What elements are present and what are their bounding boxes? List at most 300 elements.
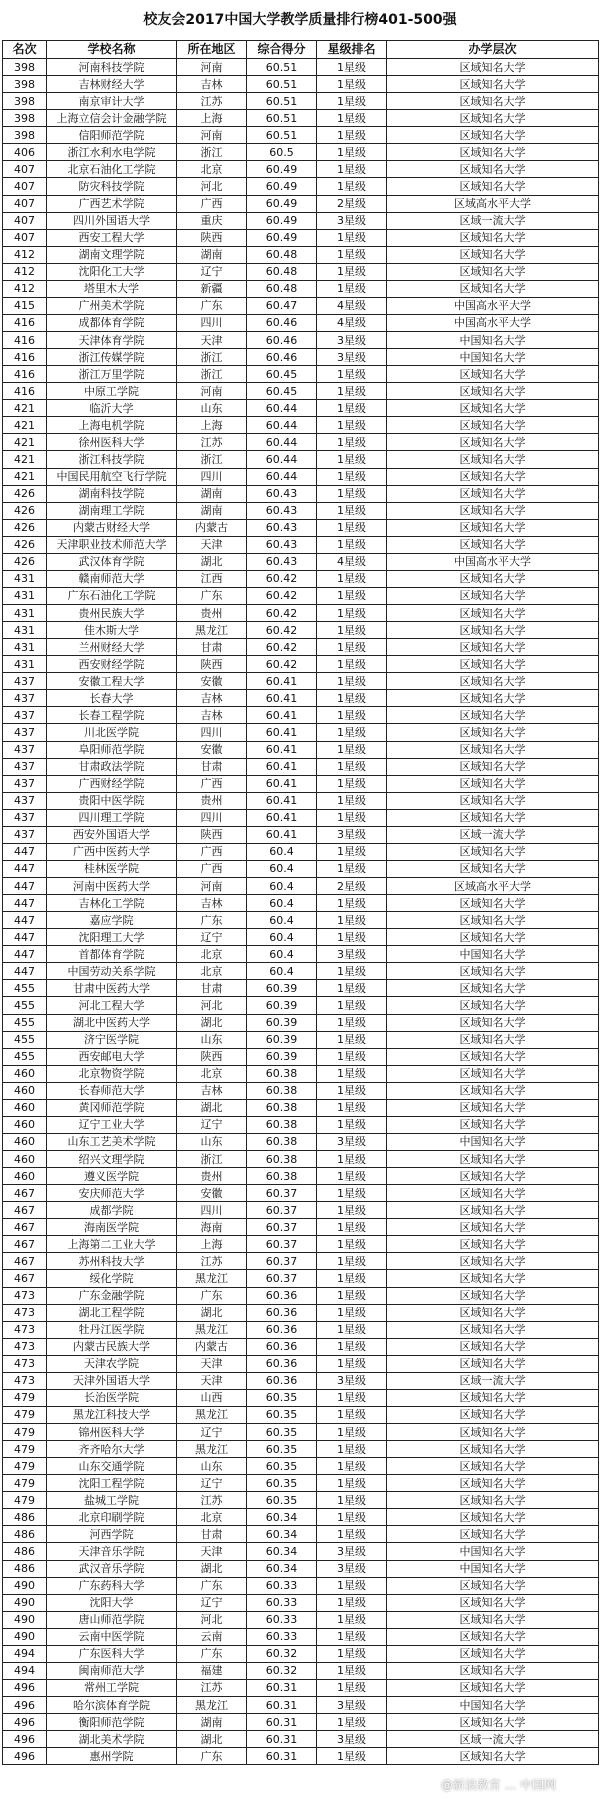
table-row bbox=[3, 1389, 599, 1406]
rank-cell: 467 bbox=[3, 1185, 47, 1202]
star-rating-cell: 1星级 bbox=[317, 860, 387, 877]
table-row bbox=[3, 639, 599, 656]
school-level-cell: 区域知名大学 bbox=[387, 1065, 599, 1082]
school-name-cell: 广西中医药大学 bbox=[47, 843, 177, 860]
rank-cell: 455 bbox=[3, 1031, 47, 1048]
score-cell: 60.39 bbox=[247, 1031, 317, 1048]
rank-cell: 455 bbox=[3, 997, 47, 1014]
school-name-cell: 湖北中医药大学 bbox=[47, 1014, 177, 1031]
school-name-cell: 上海立信会计金融学院 bbox=[47, 110, 177, 127]
rank-cell: 496 bbox=[3, 1731, 47, 1748]
table-row bbox=[3, 349, 599, 366]
school-level-cell: 区域知名大学 bbox=[387, 1287, 599, 1304]
star-rating-cell: 1星级 bbox=[317, 1611, 387, 1628]
rank-cell: 467 bbox=[3, 1253, 47, 1270]
star-rating-cell: 1星级 bbox=[317, 724, 387, 741]
region-cell: 贵州 bbox=[177, 792, 247, 809]
region-cell: 江苏 bbox=[177, 93, 247, 110]
rank-cell: 490 bbox=[3, 1628, 47, 1645]
school-name-cell: 浙江传媒学院 bbox=[47, 349, 177, 366]
school-name-cell: 沈阳工程学院 bbox=[47, 1475, 177, 1492]
table-row bbox=[3, 1168, 599, 1185]
region-cell: 浙江 bbox=[177, 144, 247, 161]
table-row bbox=[3, 1577, 599, 1594]
region-cell: 湖北 bbox=[177, 553, 247, 570]
region-cell: 广西 bbox=[177, 860, 247, 877]
rank-cell: 421 bbox=[3, 434, 47, 451]
school-name-cell: 西安财经学院 bbox=[47, 656, 177, 673]
column-header-star-rating: 星级排名 bbox=[317, 41, 387, 59]
score-cell: 60.41 bbox=[247, 758, 317, 775]
star-rating-cell: 1星级 bbox=[317, 656, 387, 673]
school-level-cell: 区域知名大学 bbox=[387, 144, 599, 161]
region-cell: 天津 bbox=[177, 1372, 247, 1389]
school-name-cell: 上海电机学院 bbox=[47, 417, 177, 434]
school-level-cell: 区域知名大学 bbox=[387, 1219, 599, 1236]
school-level-cell: 区域知名大学 bbox=[387, 1389, 599, 1406]
table-row bbox=[3, 1202, 599, 1219]
star-rating-cell: 4星级 bbox=[317, 314, 387, 331]
table-row bbox=[3, 758, 599, 775]
region-cell: 吉林 bbox=[177, 690, 247, 707]
star-rating-cell: 2星级 bbox=[317, 878, 387, 895]
school-name-cell: 武汉体育学院 bbox=[47, 553, 177, 570]
table-row bbox=[3, 366, 599, 383]
school-level-cell: 中国高水平大学 bbox=[387, 297, 599, 314]
star-rating-cell: 1星级 bbox=[317, 1304, 387, 1321]
table-row bbox=[3, 1014, 599, 1031]
rank-cell: 437 bbox=[3, 741, 47, 758]
region-cell: 河北 bbox=[177, 1611, 247, 1628]
school-name-cell: 甘肃政法学院 bbox=[47, 758, 177, 775]
rank-cell: 437 bbox=[3, 758, 47, 775]
score-cell: 60.37 bbox=[247, 1202, 317, 1219]
rank-cell: 412 bbox=[3, 246, 47, 263]
score-cell: 60.33 bbox=[247, 1594, 317, 1611]
school-level-cell: 区域高水平大学 bbox=[387, 878, 599, 895]
star-rating-cell: 1星级 bbox=[317, 1287, 387, 1304]
school-name-cell: 浙江水利水电学院 bbox=[47, 144, 177, 161]
table-row bbox=[3, 246, 599, 263]
table-row bbox=[3, 161, 599, 178]
table-row bbox=[3, 553, 599, 570]
score-cell: 60.48 bbox=[247, 280, 317, 297]
table-row bbox=[3, 690, 599, 707]
region-cell: 天津 bbox=[177, 1543, 247, 1560]
score-cell: 60.49 bbox=[247, 229, 317, 246]
rank-cell: 486 bbox=[3, 1509, 47, 1526]
rank-cell: 494 bbox=[3, 1645, 47, 1662]
school-name-cell: 吉林化工学院 bbox=[47, 895, 177, 912]
star-rating-cell: 1星级 bbox=[317, 605, 387, 622]
star-rating-cell: 1星级 bbox=[317, 1014, 387, 1031]
school-name-cell: 北京石油化工学院 bbox=[47, 161, 177, 178]
table-row bbox=[3, 1185, 599, 1202]
score-cell: 60.35 bbox=[247, 1424, 317, 1441]
star-rating-cell: 1星级 bbox=[317, 1748, 387, 1765]
region-cell: 贵州 bbox=[177, 605, 247, 622]
region-cell: 广东 bbox=[177, 1287, 247, 1304]
rank-cell: 473 bbox=[3, 1304, 47, 1321]
score-cell: 60.32 bbox=[247, 1662, 317, 1679]
table-row bbox=[3, 792, 599, 809]
score-cell: 60.38 bbox=[247, 1151, 317, 1168]
school-name-cell: 山东交通学院 bbox=[47, 1458, 177, 1475]
score-cell: 60.46 bbox=[247, 332, 317, 349]
school-level-cell: 区域知名大学 bbox=[387, 502, 599, 519]
school-level-cell: 区域知名大学 bbox=[387, 400, 599, 417]
score-cell: 60.51 bbox=[247, 93, 317, 110]
rank-cell: 473 bbox=[3, 1287, 47, 1304]
school-name-cell: 河北工程大学 bbox=[47, 997, 177, 1014]
score-cell: 60.35 bbox=[247, 1475, 317, 1492]
region-cell: 湖南 bbox=[177, 485, 247, 502]
rank-cell: 437 bbox=[3, 690, 47, 707]
region-cell: 吉林 bbox=[177, 76, 247, 93]
table-row bbox=[3, 1662, 599, 1679]
score-cell: 60.31 bbox=[247, 1697, 317, 1714]
rank-cell: 437 bbox=[3, 775, 47, 792]
school-name-cell: 黑龙江科技大学 bbox=[47, 1406, 177, 1423]
score-cell: 60.4 bbox=[247, 843, 317, 860]
rank-cell: 460 bbox=[3, 1065, 47, 1082]
star-rating-cell: 1星级 bbox=[317, 1526, 387, 1543]
school-name-cell: 信阳师范学院 bbox=[47, 127, 177, 144]
rank-cell: 431 bbox=[3, 587, 47, 604]
star-rating-cell: 3星级 bbox=[317, 349, 387, 366]
rank-cell: 421 bbox=[3, 417, 47, 434]
ranking-table bbox=[2, 40, 599, 1765]
region-cell: 安徽 bbox=[177, 1185, 247, 1202]
star-rating-cell: 3星级 bbox=[317, 1697, 387, 1714]
score-cell: 60.4 bbox=[247, 860, 317, 877]
region-cell: 辽宁 bbox=[177, 1116, 247, 1133]
school-level-cell: 区域知名大学 bbox=[387, 485, 599, 502]
school-name-cell: 武汉音乐学院 bbox=[47, 1560, 177, 1577]
rank-cell: 407 bbox=[3, 229, 47, 246]
school-name-cell: 川北医学院 bbox=[47, 724, 177, 741]
star-rating-cell: 1星级 bbox=[317, 980, 387, 997]
region-cell: 浙江 bbox=[177, 1151, 247, 1168]
star-rating-cell: 4星级 bbox=[317, 553, 387, 570]
region-cell: 广东 bbox=[177, 587, 247, 604]
region-cell: 黑龙江 bbox=[177, 1270, 247, 1287]
rank-cell: 455 bbox=[3, 980, 47, 997]
school-level-cell: 区域知名大学 bbox=[387, 1151, 599, 1168]
school-name-cell: 长治医学院 bbox=[47, 1389, 177, 1406]
region-cell: 福建 bbox=[177, 1662, 247, 1679]
region-cell: 山东 bbox=[177, 400, 247, 417]
table-row bbox=[3, 59, 599, 76]
region-cell: 陕西 bbox=[177, 656, 247, 673]
star-rating-cell: 1星级 bbox=[317, 673, 387, 690]
table-row bbox=[3, 826, 599, 843]
region-cell: 黑龙江 bbox=[177, 622, 247, 639]
region-cell: 内蒙古 bbox=[177, 519, 247, 536]
school-name-cell: 贵阳中医学院 bbox=[47, 792, 177, 809]
school-name-cell: 辽宁工业大学 bbox=[47, 1116, 177, 1133]
rank-cell: 494 bbox=[3, 1662, 47, 1679]
school-level-cell: 区域知名大学 bbox=[387, 690, 599, 707]
table-row bbox=[3, 1731, 599, 1748]
school-level-cell: 区域知名大学 bbox=[387, 366, 599, 383]
rank-cell: 437 bbox=[3, 826, 47, 843]
school-name-cell: 沈阳大学 bbox=[47, 1594, 177, 1611]
star-rating-cell: 1星级 bbox=[317, 809, 387, 826]
rank-cell: 467 bbox=[3, 1219, 47, 1236]
region-cell: 北京 bbox=[177, 963, 247, 980]
star-rating-cell: 3星级 bbox=[317, 1731, 387, 1748]
region-cell: 江苏 bbox=[177, 434, 247, 451]
school-name-cell: 四川理工学院 bbox=[47, 809, 177, 826]
table-row bbox=[3, 741, 599, 758]
region-cell: 陕西 bbox=[177, 826, 247, 843]
column-header-school-level: 办学层次 bbox=[387, 41, 599, 59]
school-name-cell: 佳木斯大学 bbox=[47, 622, 177, 639]
star-rating-cell: 1星级 bbox=[317, 1662, 387, 1679]
score-cell: 60.49 bbox=[247, 195, 317, 212]
school-name-cell: 绍兴文理学院 bbox=[47, 1151, 177, 1168]
region-cell: 四川 bbox=[177, 468, 247, 485]
rank-cell: 412 bbox=[3, 263, 47, 280]
school-name-cell: 安庆师范大学 bbox=[47, 1185, 177, 1202]
table-row bbox=[3, 860, 599, 877]
rank-cell: 426 bbox=[3, 485, 47, 502]
score-cell: 60.33 bbox=[247, 1611, 317, 1628]
region-cell: 河北 bbox=[177, 178, 247, 195]
score-cell: 60.41 bbox=[247, 809, 317, 826]
school-name-cell: 天津音乐学院 bbox=[47, 1543, 177, 1560]
star-rating-cell: 1星级 bbox=[317, 178, 387, 195]
star-rating-cell: 3星级 bbox=[317, 332, 387, 349]
region-cell: 陕西 bbox=[177, 1048, 247, 1065]
rank-cell: 416 bbox=[3, 366, 47, 383]
score-cell: 60.38 bbox=[247, 1133, 317, 1150]
school-name-cell: 湖北工程学院 bbox=[47, 1304, 177, 1321]
table-row bbox=[3, 843, 599, 860]
rank-cell: 407 bbox=[3, 178, 47, 195]
table-row bbox=[3, 297, 599, 314]
school-level-cell: 区域知名大学 bbox=[387, 622, 599, 639]
region-cell: 海南 bbox=[177, 1219, 247, 1236]
region-cell: 北京 bbox=[177, 1065, 247, 1082]
school-level-cell: 中国高水平大学 bbox=[387, 314, 599, 331]
score-cell: 60.36 bbox=[247, 1321, 317, 1338]
rank-cell: 421 bbox=[3, 468, 47, 485]
school-name-cell: 天津职业技术师范大学 bbox=[47, 536, 177, 553]
school-name-cell: 闽南师范大学 bbox=[47, 1662, 177, 1679]
score-cell: 60.38 bbox=[247, 1116, 317, 1133]
school-level-cell: 区域知名大学 bbox=[387, 707, 599, 724]
column-header-rank: 名次 bbox=[3, 41, 47, 59]
region-cell: 四川 bbox=[177, 724, 247, 741]
school-name-cell: 贵州民族大学 bbox=[47, 605, 177, 622]
school-name-cell: 遵义医学院 bbox=[47, 1168, 177, 1185]
score-cell: 60.46 bbox=[247, 349, 317, 366]
region-cell: 新疆 bbox=[177, 280, 247, 297]
table-row bbox=[3, 878, 599, 895]
score-cell: 60.37 bbox=[247, 1219, 317, 1236]
score-cell: 60.33 bbox=[247, 1628, 317, 1645]
school-level-cell: 区域知名大学 bbox=[387, 1679, 599, 1696]
school-level-cell: 区域知名大学 bbox=[387, 110, 599, 127]
rank-cell: 426 bbox=[3, 536, 47, 553]
star-rating-cell: 1星级 bbox=[317, 1338, 387, 1355]
school-level-cell: 区域知名大学 bbox=[387, 127, 599, 144]
rank-cell: 496 bbox=[3, 1679, 47, 1696]
score-cell: 60.51 bbox=[247, 127, 317, 144]
table-row bbox=[3, 946, 599, 963]
star-rating-cell: 1星级 bbox=[317, 895, 387, 912]
score-cell: 60.39 bbox=[247, 980, 317, 997]
table-row bbox=[3, 434, 599, 451]
rank-cell: 496 bbox=[3, 1714, 47, 1731]
table-row bbox=[3, 229, 599, 246]
region-cell: 北京 bbox=[177, 161, 247, 178]
star-rating-cell: 1星级 bbox=[317, 468, 387, 485]
rank-cell: 421 bbox=[3, 451, 47, 468]
rank-cell: 460 bbox=[3, 1133, 47, 1150]
star-rating-cell: 1星级 bbox=[317, 246, 387, 263]
table-row bbox=[3, 809, 599, 826]
score-cell: 60.43 bbox=[247, 485, 317, 502]
region-cell: 浙江 bbox=[177, 451, 247, 468]
table-row bbox=[3, 1441, 599, 1458]
star-rating-cell: 1星级 bbox=[317, 144, 387, 161]
school-name-cell: 盐城工学院 bbox=[47, 1492, 177, 1509]
table-row bbox=[3, 1236, 599, 1253]
region-cell: 吉林 bbox=[177, 895, 247, 912]
region-cell: 山西 bbox=[177, 1389, 247, 1406]
star-rating-cell: 4星级 bbox=[317, 297, 387, 314]
school-level-cell: 区域知名大学 bbox=[387, 1082, 599, 1099]
school-level-cell: 中国知名大学 bbox=[387, 349, 599, 366]
school-name-cell: 长春工程学院 bbox=[47, 707, 177, 724]
star-rating-cell: 3星级 bbox=[317, 1372, 387, 1389]
score-cell: 60.37 bbox=[247, 1185, 317, 1202]
region-cell: 广东 bbox=[177, 912, 247, 929]
rank-cell: 431 bbox=[3, 605, 47, 622]
star-rating-cell: 1星级 bbox=[317, 929, 387, 946]
school-level-cell: 区域知名大学 bbox=[387, 724, 599, 741]
star-rating-cell: 1星级 bbox=[317, 1202, 387, 1219]
score-cell: 60.43 bbox=[247, 502, 317, 519]
rank-cell: 447 bbox=[3, 878, 47, 895]
school-name-cell: 成都学院 bbox=[47, 1202, 177, 1219]
score-cell: 60.42 bbox=[247, 570, 317, 587]
star-rating-cell: 1星级 bbox=[317, 843, 387, 860]
school-level-cell: 区域知名大学 bbox=[387, 1168, 599, 1185]
school-level-cell: 区域知名大学 bbox=[387, 1714, 599, 1731]
score-cell: 60.42 bbox=[247, 587, 317, 604]
school-name-cell: 海南医学院 bbox=[47, 1219, 177, 1236]
score-cell: 60.41 bbox=[247, 775, 317, 792]
school-level-cell: 区域高水平大学 bbox=[387, 195, 599, 212]
table-row bbox=[3, 485, 599, 502]
rank-cell: 479 bbox=[3, 1406, 47, 1423]
score-cell: 60.45 bbox=[247, 366, 317, 383]
score-cell: 60.45 bbox=[247, 383, 317, 400]
school-level-cell: 区域知名大学 bbox=[387, 76, 599, 93]
table-row bbox=[3, 1628, 599, 1645]
rank-cell: 447 bbox=[3, 860, 47, 877]
school-level-cell: 中国知名大学 bbox=[387, 1543, 599, 1560]
table-row bbox=[3, 673, 599, 690]
rank-cell: 467 bbox=[3, 1270, 47, 1287]
region-cell: 河南 bbox=[177, 878, 247, 895]
school-name-cell: 甘肃中医药大学 bbox=[47, 980, 177, 997]
star-rating-cell: 1星级 bbox=[317, 229, 387, 246]
region-cell: 安徽 bbox=[177, 741, 247, 758]
star-rating-cell: 1星级 bbox=[317, 1270, 387, 1287]
star-rating-cell: 1星级 bbox=[317, 1219, 387, 1236]
rank-cell: 421 bbox=[3, 400, 47, 417]
rank-cell: 467 bbox=[3, 1202, 47, 1219]
school-level-cell: 区域知名大学 bbox=[387, 1338, 599, 1355]
score-cell: 60.34 bbox=[247, 1526, 317, 1543]
rank-cell: 490 bbox=[3, 1577, 47, 1594]
school-level-cell: 区域知名大学 bbox=[387, 1611, 599, 1628]
region-cell: 辽宁 bbox=[177, 1424, 247, 1441]
school-level-cell: 区域知名大学 bbox=[387, 1406, 599, 1423]
region-cell: 广西 bbox=[177, 775, 247, 792]
table-row bbox=[3, 1492, 599, 1509]
school-level-cell: 中国知名大学 bbox=[387, 1133, 599, 1150]
region-cell: 广东 bbox=[177, 297, 247, 314]
table-row bbox=[3, 314, 599, 331]
school-name-cell: 临沂大学 bbox=[47, 400, 177, 417]
table-row bbox=[3, 1406, 599, 1423]
table-row bbox=[3, 502, 599, 519]
rank-cell: 426 bbox=[3, 553, 47, 570]
region-cell: 北京 bbox=[177, 946, 247, 963]
star-rating-cell: 1星级 bbox=[317, 912, 387, 929]
school-name-cell: 中国民用航空飞行学院 bbox=[47, 468, 177, 485]
region-cell: 辽宁 bbox=[177, 1594, 247, 1611]
school-name-cell: 西安邮电大学 bbox=[47, 1048, 177, 1065]
school-name-cell: 西安外国语大学 bbox=[47, 826, 177, 843]
star-rating-cell: 1星级 bbox=[317, 127, 387, 144]
score-cell: 60.51 bbox=[247, 110, 317, 127]
rank-cell: 479 bbox=[3, 1475, 47, 1492]
school-level-cell: 区域一流大学 bbox=[387, 1731, 599, 1748]
region-cell: 上海 bbox=[177, 417, 247, 434]
rank-cell: 486 bbox=[3, 1543, 47, 1560]
table-row bbox=[3, 1304, 599, 1321]
score-cell: 60.4 bbox=[247, 946, 317, 963]
star-rating-cell: 1星级 bbox=[317, 263, 387, 280]
star-rating-cell: 1星级 bbox=[317, 519, 387, 536]
score-cell: 60.31 bbox=[247, 1748, 317, 1765]
region-cell: 湖北 bbox=[177, 1731, 247, 1748]
star-rating-cell: 1星级 bbox=[317, 76, 387, 93]
rank-cell: 426 bbox=[3, 519, 47, 536]
table-row bbox=[3, 519, 599, 536]
score-cell: 60.31 bbox=[247, 1714, 317, 1731]
school-name-cell: 防灾科技学院 bbox=[47, 178, 177, 195]
score-cell: 60.48 bbox=[247, 263, 317, 280]
score-cell: 60.42 bbox=[247, 656, 317, 673]
school-name-cell: 广西艺术学院 bbox=[47, 195, 177, 212]
school-level-cell: 区域知名大学 bbox=[387, 161, 599, 178]
region-cell: 湖南 bbox=[177, 246, 247, 263]
score-cell: 60.41 bbox=[247, 741, 317, 758]
school-name-cell: 浙江科技学院 bbox=[47, 451, 177, 468]
star-rating-cell: 3星级 bbox=[317, 1543, 387, 1560]
table-row bbox=[3, 1697, 599, 1714]
star-rating-cell: 1星级 bbox=[317, 93, 387, 110]
score-cell: 60.4 bbox=[247, 878, 317, 895]
